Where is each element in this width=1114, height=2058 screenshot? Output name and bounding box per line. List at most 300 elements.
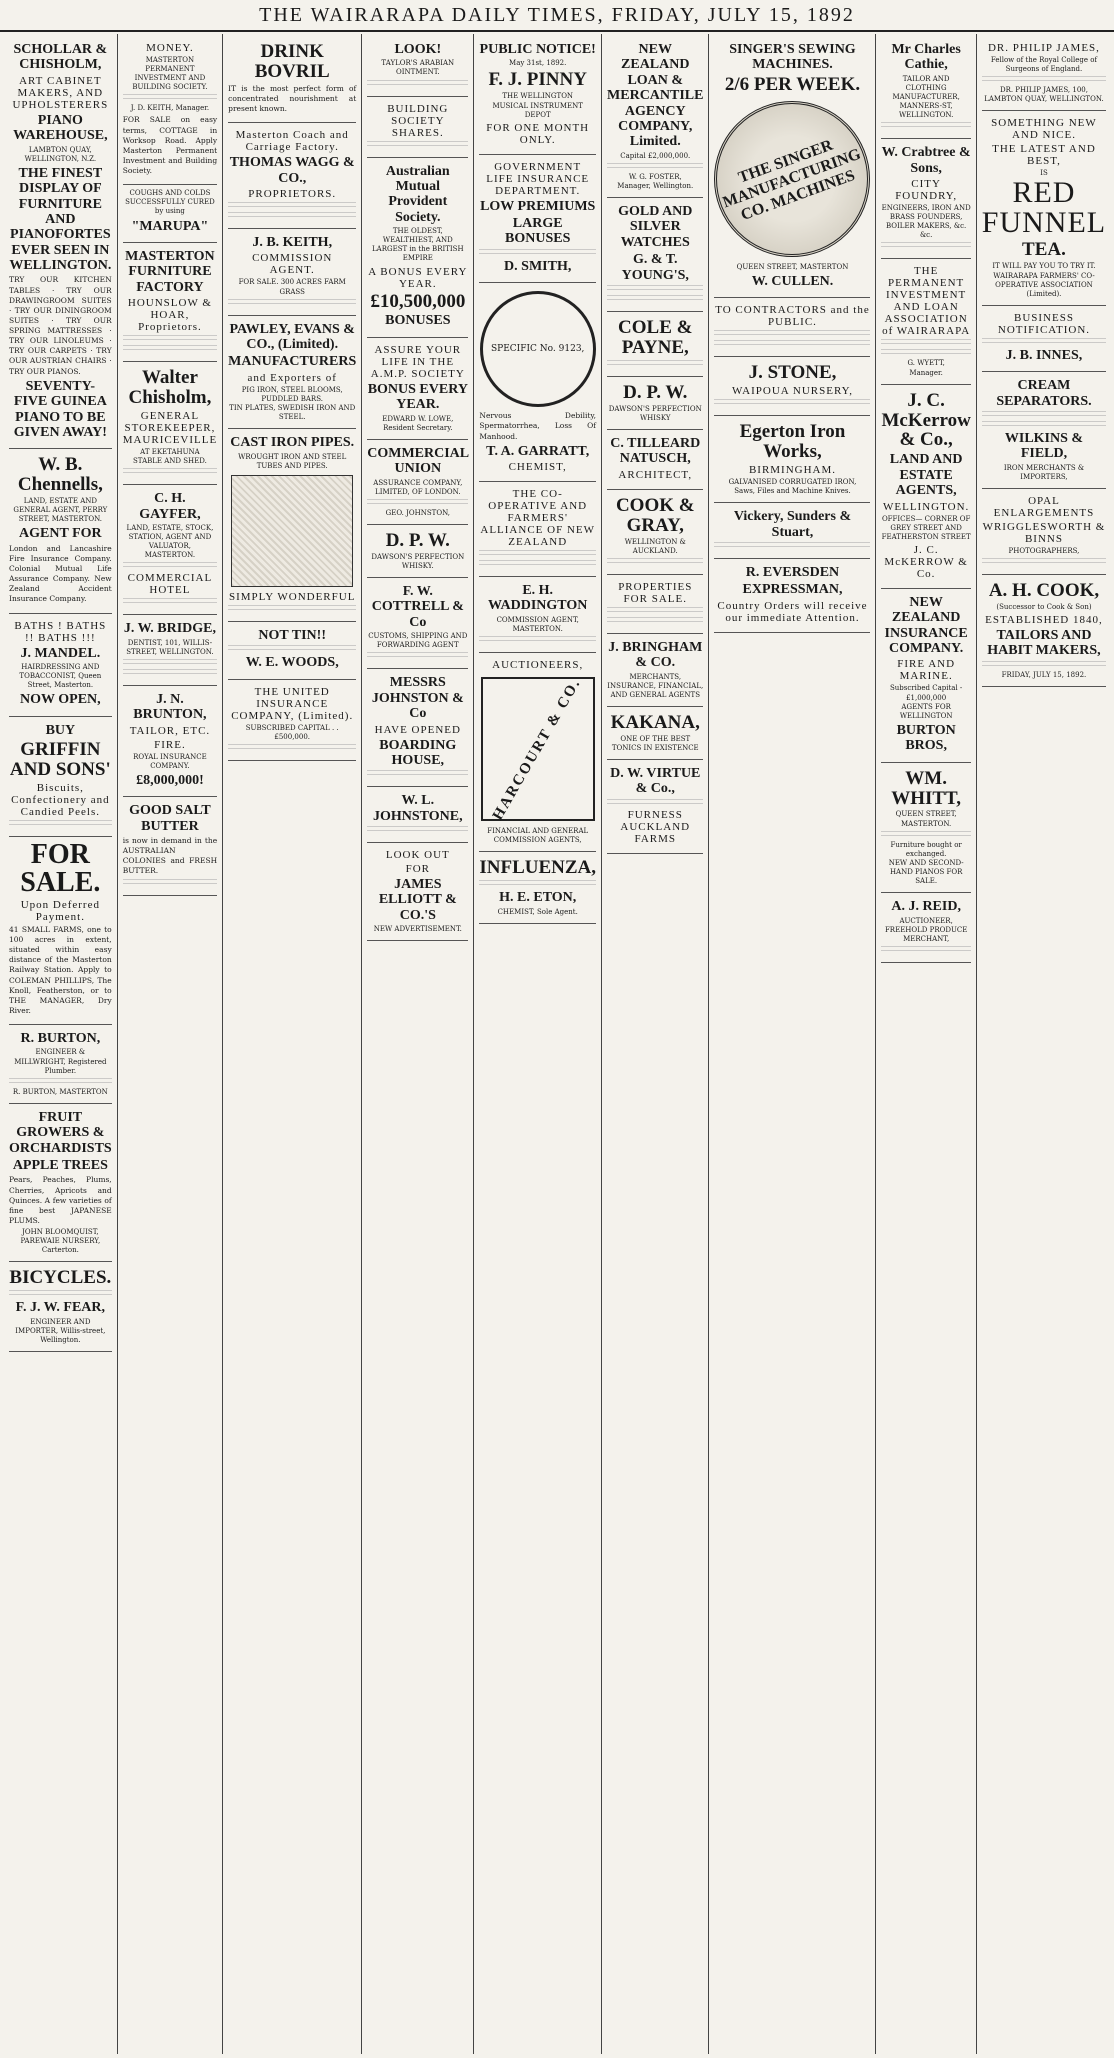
ad-heading: NEW ZEALAND INSURANCE COMPANY. bbox=[884, 594, 968, 657]
ad-price: 2/6 PER WEEK. bbox=[724, 73, 861, 95]
ad-offices: OFFICES— CORNER OF GREY STREET AND FEATHERSTON STREET bbox=[881, 514, 971, 541]
ad-furniture-factory bbox=[123, 243, 217, 362]
ad-salt-butter bbox=[123, 797, 217, 895]
ad-subtitle: ENGINEER & MILLWRIGHT, Registered Plumber. bbox=[14, 1048, 107, 1075]
ad-bonuses: BONUSES bbox=[385, 313, 451, 329]
ad-text: Pears, Peaches, Plums, Cherries, Apricots and Quinces. A few varieties of fine best JAPANESE PLUMS. bbox=[9, 1175, 112, 1225]
ad-chisholm bbox=[123, 362, 217, 485]
ad-list: ENGINEERS, IRON AND BRASS FOUNDERS, BOILER MAKERS, &c. &c. bbox=[881, 204, 971, 240]
ad-specific bbox=[479, 283, 596, 482]
text-filler bbox=[607, 285, 703, 293]
ad-subtitle: THE WELLINGTON bbox=[502, 92, 574, 101]
ad-cole-payne bbox=[607, 312, 703, 377]
ad-subtitle: (Successor to Cook & Son) bbox=[996, 602, 1092, 611]
ad-footer: Country Orders will receive our immediate Attention. bbox=[717, 599, 868, 624]
ad-subtitle: MASTERTON PERMANENT INVESTMENT AND BUILDING SOCIETY. bbox=[132, 56, 208, 92]
ad-subtitle: CHEMIST, Sole Agent. bbox=[497, 907, 578, 916]
ad-waddington bbox=[479, 577, 596, 653]
text-filler bbox=[123, 879, 217, 887]
text-filler bbox=[982, 338, 1106, 346]
text-filler bbox=[123, 562, 217, 570]
text-filler bbox=[367, 652, 468, 660]
text-filler bbox=[9, 1290, 112, 1298]
text-filler bbox=[881, 946, 970, 954]
ad-footer: R. BURTON, MASTERTON bbox=[12, 1087, 108, 1096]
column-7 bbox=[709, 34, 876, 2054]
ad-name: C. TILLEARD NATUSCH, bbox=[610, 435, 701, 467]
ad-name: A. J. REID, bbox=[891, 899, 961, 915]
ad-subtitle: GENERAL STOREKEEPER, MAURICEVILLE bbox=[122, 409, 218, 446]
ad-name: H. E. ETON, bbox=[499, 890, 577, 906]
ad-line: PIANO WAREHOUSE, bbox=[13, 112, 108, 144]
ad-subtitle: THE OLDEST, WEALTHIEST, AND LARGEST in the BRITISH EMPIRE bbox=[372, 227, 464, 263]
singer-oval-logo: THE SINGER MANUFACTURING CO. MACHINES bbox=[714, 101, 870, 257]
ad-money bbox=[123, 36, 217, 185]
ad-marupa bbox=[123, 185, 217, 243]
ad-heading: NEW ZEALAND LOAN & MERCANTILE AGENCY COMPANY, Limited. bbox=[607, 42, 704, 150]
ad-subtitle: TAYLOR'S ARABIAN OINTMENT. bbox=[381, 59, 455, 77]
ad-heading: GOVERNMENT LIFE INSURANCE DEPARTMENT. bbox=[486, 160, 590, 197]
ad-eversden bbox=[714, 559, 870, 633]
masthead-title: THE WAIRARAPA DAILY TIMES, FRIDAY, JULY 15, 1892 bbox=[259, 4, 855, 26]
ad-cathie bbox=[881, 36, 970, 139]
ad-brand: RED FUNNEL bbox=[981, 176, 1107, 240]
ad-heading: MESSRS JOHNSTON & Co bbox=[371, 675, 464, 722]
text-filler bbox=[123, 598, 217, 606]
ad-dpw bbox=[367, 525, 468, 578]
ad-established: ESTABLISHED 1840, bbox=[985, 614, 1103, 627]
ad-cream-separators bbox=[982, 372, 1106, 489]
ad-heading: GOLD AND SILVER WATCHES bbox=[618, 204, 693, 250]
ad-commercial-union bbox=[367, 440, 468, 525]
ad-name: GRIFFIN AND SONS' bbox=[9, 739, 111, 780]
ad-heading: ASSURE YOUR LIFE IN THE A.M.P. SOCIETY bbox=[370, 343, 465, 380]
ad-name: D. W. VIRTUE & Co., bbox=[610, 766, 701, 797]
ad-name: J. C. McKerrow & Co., bbox=[881, 389, 971, 451]
text-filler bbox=[123, 345, 217, 353]
ad-footer: FURNESS AUCKLAND FARMS bbox=[620, 808, 691, 845]
ad-text: DAWSON'S PERFECTION WHISKY bbox=[608, 404, 702, 422]
ad-crabtree bbox=[881, 139, 970, 259]
ad-name: WRIGGLESWORTH & BINNS bbox=[982, 520, 1106, 545]
ad-subtitle: Resident Secretary. bbox=[383, 423, 453, 432]
text-filler bbox=[607, 558, 703, 566]
ad-heading: SINGER'S SEWING MACHINES. bbox=[729, 42, 856, 73]
ad-stone bbox=[714, 357, 870, 416]
ad-properties bbox=[607, 575, 703, 634]
ad-tea: TEA. bbox=[1022, 239, 1066, 261]
ad-text: Nervous Debility, Spermatorrhea, Loss Of Manhood. bbox=[479, 411, 597, 441]
ad-heading: MONEY. bbox=[146, 42, 194, 54]
ad-capital: SUBSCRIBED CAPITAL . . £500,000. bbox=[245, 723, 339, 741]
seal-text: SPECIFIC No. 9123, bbox=[491, 344, 585, 355]
ad-bovril bbox=[228, 36, 356, 123]
ad-for-sale bbox=[9, 837, 112, 1025]
ad-heading: THE CO-OPERATIVE AND FARMERS' ALLIANCE OF NEW ZEALAND bbox=[480, 488, 595, 549]
column-6 bbox=[602, 34, 709, 2054]
ad-text: AT EKETAHUNA bbox=[140, 447, 200, 456]
ad-whitt bbox=[881, 763, 970, 894]
ad-name: EDWARD W. LOWE, bbox=[382, 414, 454, 423]
ad-bicycles bbox=[9, 1262, 112, 1352]
ad-name: J. B. INNES, bbox=[1005, 347, 1083, 363]
ad-heading: THE FINEST DISPLAY OF FURNITURE AND PIANOFORTES EVER SEEN IN WELLINGTON. bbox=[9, 165, 112, 274]
ad-griffin bbox=[9, 717, 112, 837]
text-filler bbox=[982, 661, 1106, 669]
column-4 bbox=[362, 34, 474, 2054]
ad-text: IT is the most perfect form of concentrated nourishment at present known. bbox=[228, 83, 357, 114]
ad-footer: JOHN BLOOMQUIST, PAREWAIE NURSERY, Carterton. bbox=[20, 1228, 101, 1255]
ad-fruit-growers bbox=[9, 1104, 112, 1262]
ad-name: Walter Chisholm, bbox=[128, 367, 212, 408]
ad-contractors bbox=[714, 298, 870, 357]
ad-heading: CREAM SEPARATORS. bbox=[996, 378, 1092, 409]
text-filler bbox=[228, 605, 356, 613]
text-filler bbox=[123, 659, 217, 667]
ad-capital: Subscribed Capital - £1,000,000 bbox=[890, 684, 963, 702]
text-filler bbox=[714, 399, 870, 407]
ad-name: F. W. COTTRELL & Co bbox=[371, 584, 464, 630]
text-filler bbox=[367, 826, 468, 834]
ad-name: THOMAS WAGG & CO., bbox=[229, 155, 355, 186]
ad-name: D. P. W. bbox=[385, 529, 450, 551]
ad-subtitle: CHEMIST, bbox=[508, 461, 567, 474]
ad-name: R. EVERSDEN bbox=[745, 564, 840, 580]
text-filler bbox=[367, 141, 468, 149]
ad-name: W. E. WOODS, bbox=[245, 655, 339, 671]
ad-heading: PUBLIC NOTICE! bbox=[479, 42, 596, 57]
ad-name: F. J. W. FEAR, bbox=[15, 1300, 106, 1316]
ad-agent: AGENT FOR bbox=[19, 526, 102, 542]
masthead bbox=[0, 0, 1114, 32]
ad-nz-loan bbox=[607, 36, 703, 198]
text-filler bbox=[123, 335, 217, 343]
ad-heading: BUILDING SOCIETY SHARES. bbox=[387, 102, 449, 139]
text-filler bbox=[228, 645, 356, 653]
column-2 bbox=[118, 34, 223, 2054]
text-filler bbox=[228, 212, 356, 220]
text-filler bbox=[228, 202, 356, 210]
ad-text: ENGINEER AND IMPORTER, Willis-street, Wellington. bbox=[15, 1317, 106, 1344]
ad-red-funnel bbox=[982, 111, 1106, 305]
ad-name: Mr Charles Cathie, bbox=[891, 42, 961, 73]
text-filler bbox=[228, 744, 356, 752]
ad-cast-iron bbox=[228, 429, 356, 622]
ad-name: D. P. W. bbox=[623, 381, 688, 403]
ad-subtitle: LOW PREMIUMS bbox=[480, 198, 596, 214]
ad-schollar-chisholm bbox=[9, 36, 112, 449]
ad-opal-enlargements bbox=[982, 489, 1106, 575]
ad-bringham bbox=[607, 634, 703, 707]
ad-nz-insurance bbox=[881, 589, 970, 763]
ad-heading: Masterton Coach and Carriage Factory. bbox=[235, 129, 349, 154]
ad-subtitle: Upon Deferred Payment. bbox=[20, 898, 100, 923]
text-filler bbox=[982, 421, 1106, 429]
ad-name: Australian Mutual Provident Society. bbox=[385, 163, 450, 225]
ad-name: G. WYETT, bbox=[907, 359, 945, 368]
ad-name: J. MANDEL. bbox=[20, 645, 101, 661]
ad-list: PIG IRON, STEEL BLOOMS, PUDDLED BARS. bbox=[241, 385, 343, 403]
ad-heading: FRUIT GROWERS & ORCHARDISTS bbox=[9, 1109, 112, 1156]
ad-singer bbox=[714, 36, 870, 298]
ad-vickery bbox=[714, 503, 870, 559]
ad-name: W. B. Chennells, bbox=[17, 454, 103, 496]
ad-assure-life bbox=[367, 338, 468, 440]
ad-name: COMMERCIAL UNION bbox=[367, 445, 470, 477]
ad-name: G. & T. YOUNG'S, bbox=[621, 252, 689, 283]
ad-farmers-alliance bbox=[479, 482, 596, 577]
ad-subtitle: THE LATEST AND BEST, bbox=[992, 143, 1096, 168]
ad-subtitle: WROUGHT IRON AND STEEL TUBES AND PIPES. bbox=[238, 452, 347, 470]
ad-subtitle: LAND, ESTATE AND GENERAL AGENT, PERRY STREET, MASTERTON. bbox=[13, 497, 108, 524]
ad-name: J. D. KEITH, Manager. bbox=[130, 104, 210, 113]
ad-name: BOARDING HOUSE, bbox=[379, 737, 457, 768]
ad-coach-factory bbox=[228, 123, 356, 229]
ad-subtitle: AUCTIONEER, FREEHOLD PRODUCE MERCHANT, bbox=[884, 916, 968, 943]
harcourt-diagonal-logo: HARCOURT & CO. bbox=[481, 677, 595, 821]
ad-name: T. A. GARRATT, bbox=[486, 443, 590, 459]
ad-name: THE UNITED INSURANCE COMPANY, (Limited). bbox=[231, 685, 354, 722]
ad-heading: INFLUENZA, bbox=[479, 857, 597, 879]
ad-united-insurance bbox=[228, 680, 356, 761]
ad-agents: AGENTS FOR WELLINGTON bbox=[899, 702, 953, 720]
ad-address: DR. PHILIP JAMES, 100, LAMBTON QUAY, WELLINGTON. bbox=[984, 86, 1104, 104]
ad-cook-gray bbox=[607, 490, 703, 575]
ad-name: A. H. COOK, bbox=[988, 580, 1100, 602]
text-filler bbox=[607, 295, 703, 303]
ad-date: May 31st, 1892. bbox=[509, 59, 567, 68]
ad-name: "MARUPA" bbox=[131, 218, 209, 234]
ad-funds: £10,500,000 bbox=[370, 290, 466, 312]
ad-name: DR. PHILIP JAMES, bbox=[987, 42, 1100, 54]
text-filler bbox=[367, 80, 468, 88]
ad-dpw-2 bbox=[607, 377, 703, 430]
ad-name: F. J. PINNY bbox=[488, 69, 587, 91]
column-8 bbox=[876, 34, 976, 2054]
ad-subtitle: COMMISSION AGENT. bbox=[252, 252, 333, 277]
column-3 bbox=[223, 34, 362, 2054]
ad-subtitle-2: LARGE BONUSES bbox=[505, 216, 571, 247]
text-filler bbox=[9, 1078, 112, 1086]
ad-subtitle: DENTIST, 101, WILLIS-STREET, WELLINGTON. bbox=[126, 638, 214, 656]
ad-james-elliott bbox=[367, 843, 468, 941]
ad-heading: COLE & PAYNE, bbox=[618, 316, 693, 358]
ad-subtitle: FOR bbox=[405, 863, 431, 876]
ad-heading: BATHS ! BATHS !! BATHS !!! bbox=[14, 619, 107, 644]
ad-subtitle: FINANCIAL AND GENERAL COMMISSION AGENTS, bbox=[487, 827, 589, 845]
text-filler bbox=[123, 468, 217, 476]
ad-name: PAWLEY, EVANS & CO., (Limited). bbox=[229, 321, 355, 352]
ad-subtitle: APPLE TREES bbox=[12, 1157, 108, 1173]
ad-mandel bbox=[9, 614, 112, 717]
text-filler bbox=[881, 122, 970, 130]
ad-place: WELLINGTON. bbox=[883, 500, 970, 513]
text-filler bbox=[607, 360, 703, 368]
ad-place: LAMBTON QUAY, WELLINGTON, N.Z. bbox=[24, 145, 97, 163]
ad-heading: MASTERTON FURNITURE FACTORY bbox=[125, 248, 215, 295]
ad-heading: KAKANA, bbox=[610, 711, 700, 733]
text-filler bbox=[607, 163, 703, 171]
ad-subtitle: ASSURANCE COMPANY, LIMITED, OF LONDON. bbox=[373, 478, 463, 496]
specific-seal-icon bbox=[480, 291, 596, 407]
ad-government-life bbox=[479, 155, 596, 284]
ad-heading: AUCTIONEERS, bbox=[492, 659, 584, 671]
ad-subtitle: Manager, Wellington. bbox=[617, 181, 694, 190]
ad-name: J. W. BRIDGE, bbox=[123, 621, 217, 637]
text-filler bbox=[479, 636, 596, 644]
ad-buy: BUY bbox=[45, 722, 76, 738]
ad-subtitle: WELLINGTON & AUCKLAND. bbox=[624, 537, 686, 555]
ad-heading: THE PERMANENT INVESTMENT AND LOAN ASSOCIATION of WAIRARAPA bbox=[882, 265, 971, 338]
ad-subtitle: CUSTOMS, SHIPPING AND FORWARDING AGENT bbox=[368, 632, 468, 650]
ad-kakana bbox=[607, 707, 703, 760]
ad-bonus: A BONUS EVERY YEAR. bbox=[368, 265, 468, 290]
ad-heading: NOT TIN!! bbox=[258, 627, 326, 643]
ad-subtitle: ART CABINET MAKERS, AND UPHOLSTERERS bbox=[12, 74, 109, 111]
ad-name: D. SMITH, bbox=[504, 258, 572, 274]
ad-subtitle: IRON MERCHANTS & IMPORTERS, bbox=[1003, 463, 1085, 481]
ad-heading: GOOD SALT BUTTER bbox=[129, 803, 211, 834]
ad-sale: FOR SALE. 300 ACRES FARM GRASS bbox=[238, 278, 346, 296]
ad-mckerrow bbox=[881, 385, 970, 589]
ad-name: BURTON BROS, bbox=[896, 722, 956, 754]
text-filler bbox=[479, 560, 596, 568]
ad-heading: PROPERTIES FOR SALE. bbox=[618, 580, 693, 605]
ad-subtitle-2: MUSICAL INSTRUMENT DEPOT bbox=[492, 101, 583, 119]
ad-name: WILKINS & FIELD, bbox=[1004, 430, 1084, 462]
ad-public-notice bbox=[479, 36, 596, 155]
ad-title: SCHOLLAR & CHISHOLM, bbox=[13, 42, 108, 73]
text-filler bbox=[607, 607, 703, 615]
ad-text: FOR SALE on easy terms, COTTAGE in Worksop Road. Apply Masterton Permanent Investment and Building Society. bbox=[122, 115, 218, 176]
ad-name: E. H. WADDINGTON bbox=[488, 583, 588, 614]
ad-subtitle: HAVE OPENED bbox=[374, 723, 461, 736]
text-filler bbox=[479, 880, 596, 888]
ad-subtitle: WAIPOUA NURSERY, bbox=[732, 385, 853, 398]
ad-heading: TAILORS AND HABIT MAKERS, bbox=[987, 628, 1101, 659]
ad-footer-2: NEW AND SECOND-HAND PIANOS FOR SALE. bbox=[888, 858, 964, 886]
ad-footer: FOR ONE MONTH ONLY. bbox=[486, 121, 590, 146]
text-filler bbox=[982, 76, 1106, 84]
ad-name: R. BURTON, bbox=[20, 1031, 101, 1047]
ad-gayfer bbox=[123, 485, 217, 615]
text-filler bbox=[123, 94, 217, 102]
ad-subtitle: QUEEN STREET, MASTERTON. bbox=[895, 810, 957, 828]
ad-name: W. L. JOHNSTONE, bbox=[373, 793, 463, 824]
advertisement-columns bbox=[4, 34, 1110, 2054]
text-filler bbox=[714, 330, 870, 338]
ad-try: IT WILL PAY YOU TO TRY IT. bbox=[992, 262, 1096, 271]
ad-influenza bbox=[479, 852, 596, 923]
ad-subtitle: EXPRESSMAN, bbox=[742, 582, 843, 598]
column-5 bbox=[474, 34, 602, 2054]
ad-subtitle: TAILOR, ETC. bbox=[129, 724, 211, 737]
ad-name: WM. WHITT, bbox=[891, 767, 962, 809]
ad-bonus: BONUS EVERY YEAR. bbox=[367, 381, 468, 413]
ad-amp-society bbox=[367, 158, 468, 338]
ad-subtitle: Manager. bbox=[909, 368, 943, 377]
ad-footer: NEW ADVERTISEMENT. bbox=[373, 925, 462, 934]
ad-brunton bbox=[123, 686, 217, 797]
text-filler bbox=[881, 339, 970, 347]
ad-egerton bbox=[714, 416, 870, 503]
text-filler bbox=[9, 820, 112, 828]
text-filler bbox=[881, 831, 970, 839]
ad-reid bbox=[881, 893, 970, 963]
ad-subtitle: MANUFACTURERS bbox=[228, 354, 357, 370]
ad-subtitle: BIRMINGHAM. bbox=[748, 464, 837, 477]
ad-subtitle: ONE OF THE BEST TONICS IN EXISTENCE bbox=[611, 734, 699, 752]
text-filler bbox=[982, 411, 1106, 419]
ad-text: HAIRDRESSING AND TOBACCONIST, Queen Street, Masterton. bbox=[19, 662, 102, 690]
ad-subtitle: CITY FOUNDRY, bbox=[895, 178, 958, 203]
text-filler bbox=[479, 249, 596, 257]
ad-heading: BICYCLES. bbox=[9, 1267, 112, 1289]
ad-name: COOK & GRAY, bbox=[615, 494, 695, 536]
ad-virtue bbox=[607, 760, 703, 854]
ad-heading: BUSINESS NOTIFICATION. bbox=[997, 311, 1091, 336]
ad-burton bbox=[9, 1025, 112, 1104]
ad-name: W. G. FOSTER, bbox=[628, 172, 682, 181]
ad-address: MANNERS-ST, WELLINGTON. bbox=[898, 102, 954, 120]
ad-subtitle: COMMISSION AGENT, MASTERTON. bbox=[496, 615, 579, 633]
ad-name: W. Crabtree & Sons, bbox=[881, 145, 971, 176]
ad-open: NOW OPEN, bbox=[20, 692, 101, 708]
ad-permanent-investment bbox=[881, 259, 970, 384]
ad-building-society bbox=[367, 97, 468, 158]
text-filler bbox=[367, 770, 468, 778]
ad-subtitle: ARCHITECT, bbox=[618, 468, 693, 481]
ad-subtitle: TAILOR AND CLOTHING MANUFACTURER, bbox=[892, 74, 960, 101]
ad-heading: OPAL ENLARGEMENTS bbox=[993, 494, 1095, 519]
ad-heading: SOMETHING NEW AND NICE. bbox=[991, 117, 1097, 142]
ad-name: W. CULLEN. bbox=[751, 273, 834, 289]
ad-pawley-evans bbox=[228, 316, 356, 430]
ad-subtitle: Fellow of the Royal College of Surgeons of England. bbox=[990, 56, 1098, 74]
ad-heading: LOOK! bbox=[394, 42, 442, 57]
ad-capital: Capital £2,000,000. bbox=[620, 151, 691, 160]
ad-footer: SEVENTY-FIVE GUINEA PIANO TO BE GIVEN AWAY! bbox=[13, 378, 107, 440]
ad-footer: FRIDAY, JULY 15, 1892. bbox=[1001, 670, 1087, 679]
ad-heading: TO CONTRACTORS and the PUBLIC. bbox=[715, 304, 870, 329]
ad-not-tin bbox=[228, 622, 356, 680]
ad-subtitle: Biscuits, Confectionery and Candied Peels. bbox=[11, 781, 110, 818]
ad-cottrell bbox=[367, 578, 468, 669]
text-filler bbox=[714, 542, 870, 550]
ad-text: COUGHS AND COLDS SUCCESSFULLY CURED by using bbox=[125, 189, 215, 216]
ad-fire: FIRE. bbox=[154, 738, 186, 751]
ad-look bbox=[367, 36, 468, 97]
ad-name: Vickery, Sunders & Stuart, bbox=[733, 509, 852, 540]
text-filler bbox=[479, 550, 596, 558]
ad-text: is now in demand in the AUSTRALIAN COLONIES and FRESH BUTTER. bbox=[122, 836, 218, 876]
ad-address: QUEEN STREET, MASTERTON bbox=[736, 262, 849, 271]
ad-text: DAWSON'S PERFECTION WHISKY. bbox=[371, 552, 465, 570]
column-9 bbox=[977, 34, 1111, 2054]
ad-subtitle: FIRE AND MARINE. bbox=[897, 658, 956, 683]
ad-watches bbox=[607, 198, 703, 312]
ad-name: J. STONE, bbox=[748, 362, 837, 384]
ad-subtitle: LAND, ESTATE, STOCK, STATION, AGENT AND VALUATOR, MASTERTON. bbox=[126, 523, 214, 560]
ad-insurance: ROYAL INSURANCE COMPANY. bbox=[133, 752, 207, 770]
ad-subtitle: PROPRIETORS. bbox=[248, 188, 337, 201]
ad-heading: FOR SALE. bbox=[20, 838, 101, 898]
ad-johnston-boarding bbox=[367, 669, 468, 787]
ad-innes bbox=[982, 306, 1106, 372]
ad-name: J. N. BRUNTON, bbox=[133, 691, 207, 723]
ad-agent: WAIRARAPA FARMERS' CO-OPERATIVE ASSOCIATION (Limited). bbox=[993, 271, 1095, 298]
ad-is: IS bbox=[1040, 169, 1048, 178]
